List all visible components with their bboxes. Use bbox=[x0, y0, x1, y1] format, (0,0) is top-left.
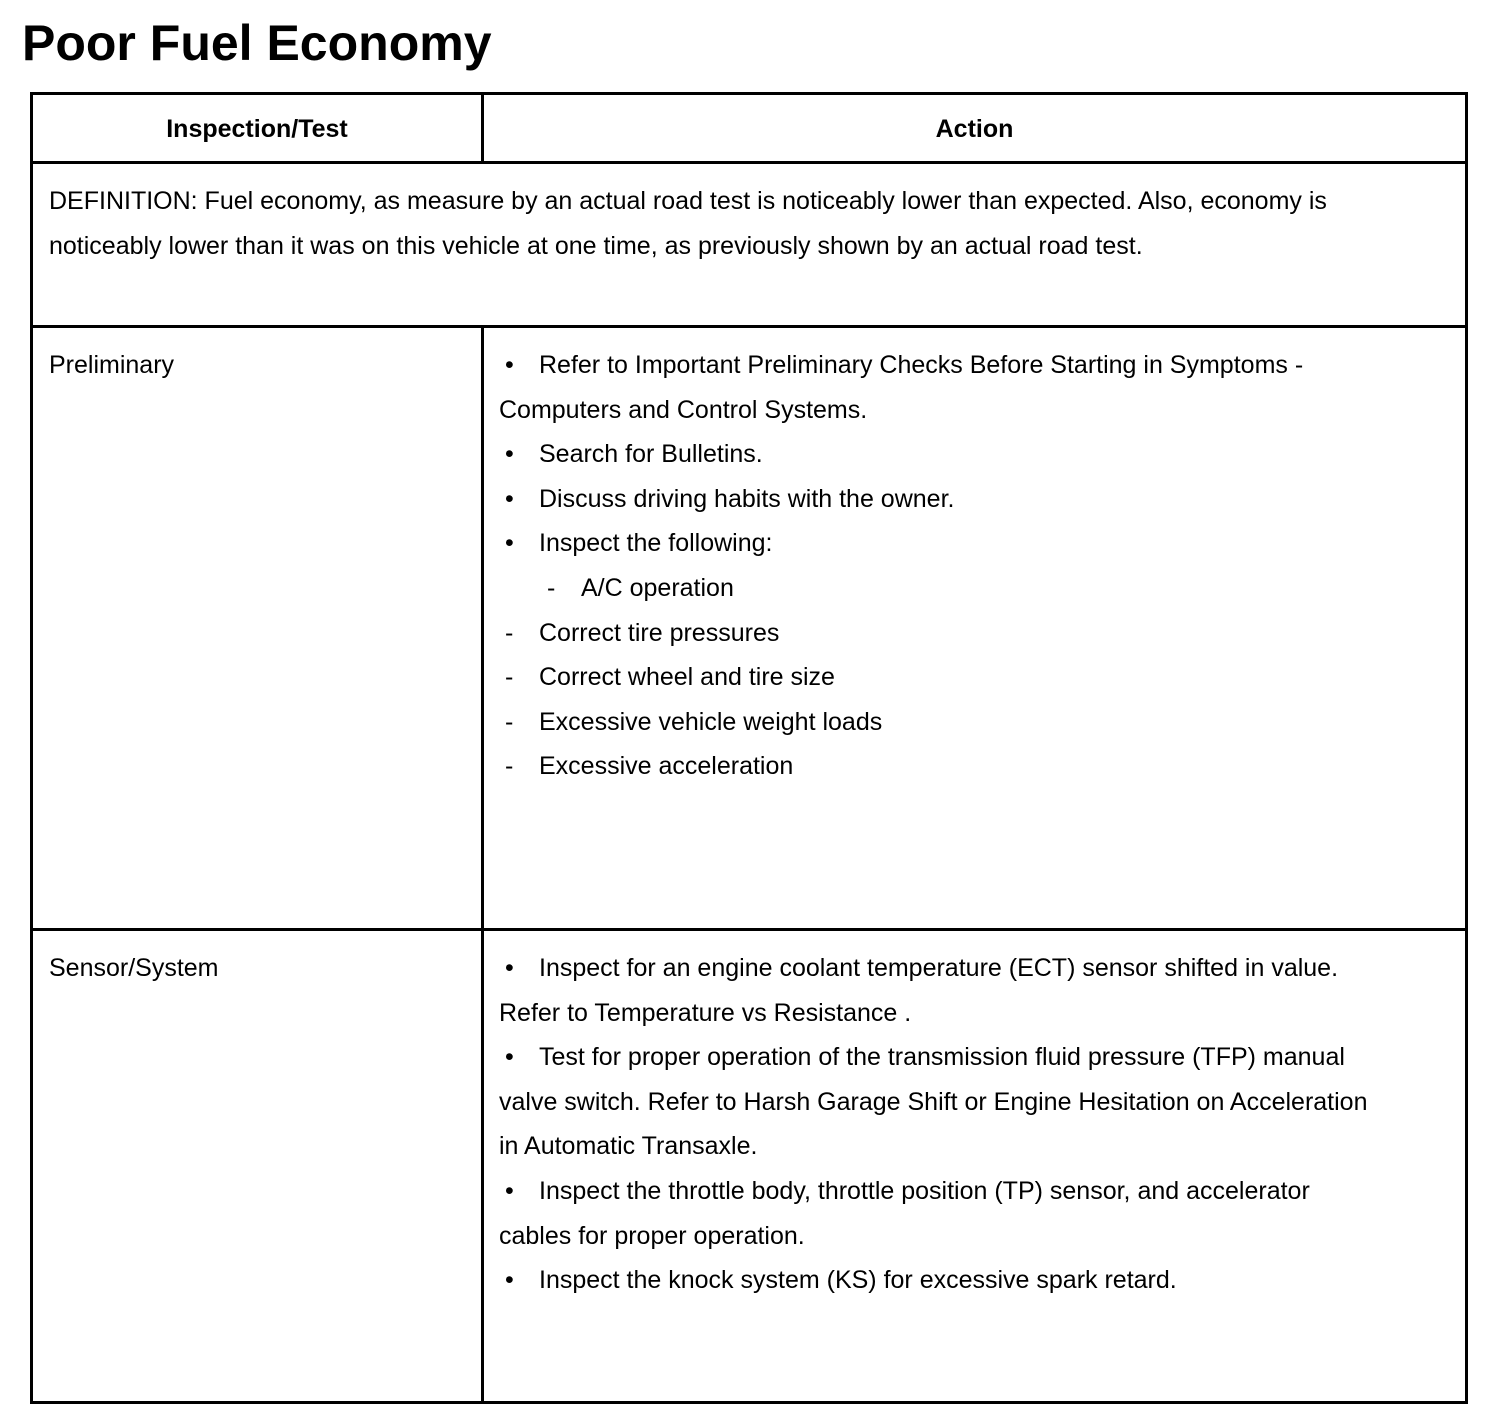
list-item-text: Inspect for an engine coolant temperature (ECT) sensor shifted in value. Refer to Temperature vs Resistance . bbox=[499, 954, 1339, 1027]
list-item bbox=[499, 1258, 1379, 1303]
bullet-marker: • bbox=[505, 1176, 514, 1205]
bullet-marker: • bbox=[505, 1266, 514, 1295]
list-item bbox=[499, 566, 1399, 611]
page-title: Poor Fuel Economy bbox=[22, 15, 492, 71]
list-item bbox=[499, 432, 1399, 477]
column-divider-body bbox=[481, 325, 484, 1401]
list-item bbox=[499, 655, 1399, 700]
dash-marker: - bbox=[505, 618, 514, 647]
list-item bbox=[499, 744, 1399, 789]
bullet-marker: • bbox=[505, 1043, 514, 1072]
list-item-text: Excessive vehicle weight loads bbox=[539, 707, 883, 736]
list-item-text: Correct wheel and tire size bbox=[539, 663, 835, 692]
list-item-text: Discuss driving habits with the owner. bbox=[539, 484, 955, 513]
row-label-preliminary: Preliminary bbox=[49, 351, 175, 379]
header-inspection: Inspection/Test bbox=[166, 115, 348, 143]
list-item-text: Refer to Important Preliminary Checks Before Starting in Symptoms - Computers and Control Systems. bbox=[499, 351, 1304, 424]
list-item bbox=[499, 1169, 1379, 1258]
bullet-marker: • bbox=[505, 484, 514, 513]
row-label-sensor-system: Sensor/System bbox=[49, 954, 219, 982]
list-item-text: Excessive acceleration bbox=[539, 752, 794, 781]
bullet-marker: • bbox=[505, 440, 514, 469]
bullet-marker: • bbox=[505, 529, 514, 558]
list-item bbox=[499, 946, 1379, 1035]
dash-marker: - bbox=[505, 752, 514, 781]
list-item-text: Correct tire pressures bbox=[539, 618, 780, 647]
list-item bbox=[499, 477, 1399, 522]
list-item-text: Search for Bulletins. bbox=[539, 440, 763, 469]
definition-text: DEFINITION: Fuel economy, as measure by an actual road test is noticeably lower than expected. Also, economy is noticeably lower than it was on this vehicle at one time, as previously shown by an actual road test. bbox=[49, 187, 1327, 260]
list-item-text: Inspect the following: bbox=[539, 529, 773, 558]
dash-marker: - bbox=[547, 573, 556, 602]
list-item bbox=[499, 521, 1399, 566]
bullet-marker: • bbox=[505, 954, 514, 982]
list-item-text: Test for proper operation of the transmission fluid pressure (TFP) manual valve switch. Refer to Harsh Garage Shift or Engine Hesitation on Acceleration in Automatic Transaxle. bbox=[499, 1043, 1368, 1161]
list-item-text: Inspect the throttle body, throttle position (TP) sensor, and accelerator cables for proper operation. bbox=[499, 1176, 1310, 1250]
header-action: Action bbox=[935, 115, 1014, 143]
dash-marker: - bbox=[505, 663, 514, 692]
row-divider bbox=[33, 928, 1465, 931]
list-item bbox=[499, 343, 1399, 432]
list-item bbox=[499, 1035, 1379, 1169]
bullet-marker: • bbox=[505, 351, 514, 379]
inspection-table bbox=[30, 92, 1468, 1404]
list-item bbox=[499, 611, 1399, 656]
dash-marker: - bbox=[505, 707, 514, 736]
sensor-system-action-list bbox=[499, 946, 1379, 1303]
definition-divider bbox=[33, 325, 1465, 328]
list-item-text: A/C operation bbox=[581, 573, 734, 602]
list-item bbox=[499, 700, 1399, 745]
list-item-text: Inspect the knock system (KS) for excessive spark retard. bbox=[539, 1266, 1177, 1295]
preliminary-action-list bbox=[499, 343, 1399, 789]
